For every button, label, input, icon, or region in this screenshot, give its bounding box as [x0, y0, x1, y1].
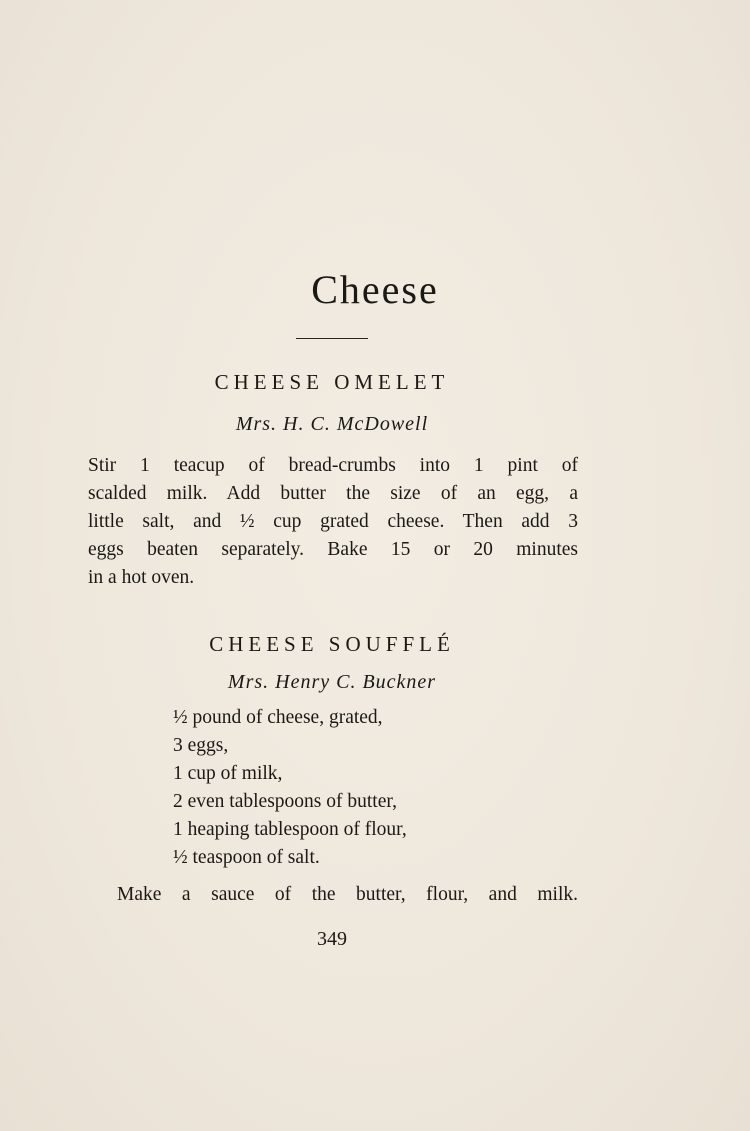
- recipe-title-omelet: CHEESE OMELET: [214, 370, 450, 394]
- ingredient-item: ½ teaspoon of salt.: [173, 847, 320, 868]
- ingredient-item: 3 eggs,: [173, 735, 229, 756]
- recipe-method-souffle: [117, 881, 578, 909]
- recipe-title-souffle: CHEESE SOUFFLÉ: [209, 632, 455, 656]
- body-line: in a hot oven.: [88, 567, 195, 588]
- method-line: Make a sauce of the butter, flour, and milk.: [117, 884, 578, 905]
- recipe-author-souffle: Mrs. Henry C. Buckner: [227, 671, 437, 693]
- title-divider: [296, 338, 368, 339]
- ingredient-list: [173, 704, 407, 872]
- body-line: little salt, and ½ cup grated cheese. Then add 3: [88, 511, 578, 532]
- chapter-title: Cheese: [311, 267, 439, 312]
- recipe-author-omelet: Mrs. H. C. McDowell: [235, 413, 429, 435]
- ingredient-item: ½ pound of cheese, grated,: [173, 707, 383, 728]
- body-line: scalded milk. Add butter the size of an egg, a: [88, 483, 578, 504]
- recipe-body-omelet: [88, 452, 578, 592]
- ingredient-item: 1 heaping tablespoon of flour,: [173, 819, 407, 840]
- page-number: 349: [317, 928, 347, 950]
- body-line: eggs beaten separately. Bake 15 or 20 minutes: [88, 539, 578, 560]
- ingredient-item: 1 cup of milk,: [173, 763, 283, 784]
- body-line: Stir 1 teacup of bread-crumbs into 1 pint of: [88, 455, 578, 476]
- ingredient-item: 2 even tablespoons of butter,: [173, 791, 397, 812]
